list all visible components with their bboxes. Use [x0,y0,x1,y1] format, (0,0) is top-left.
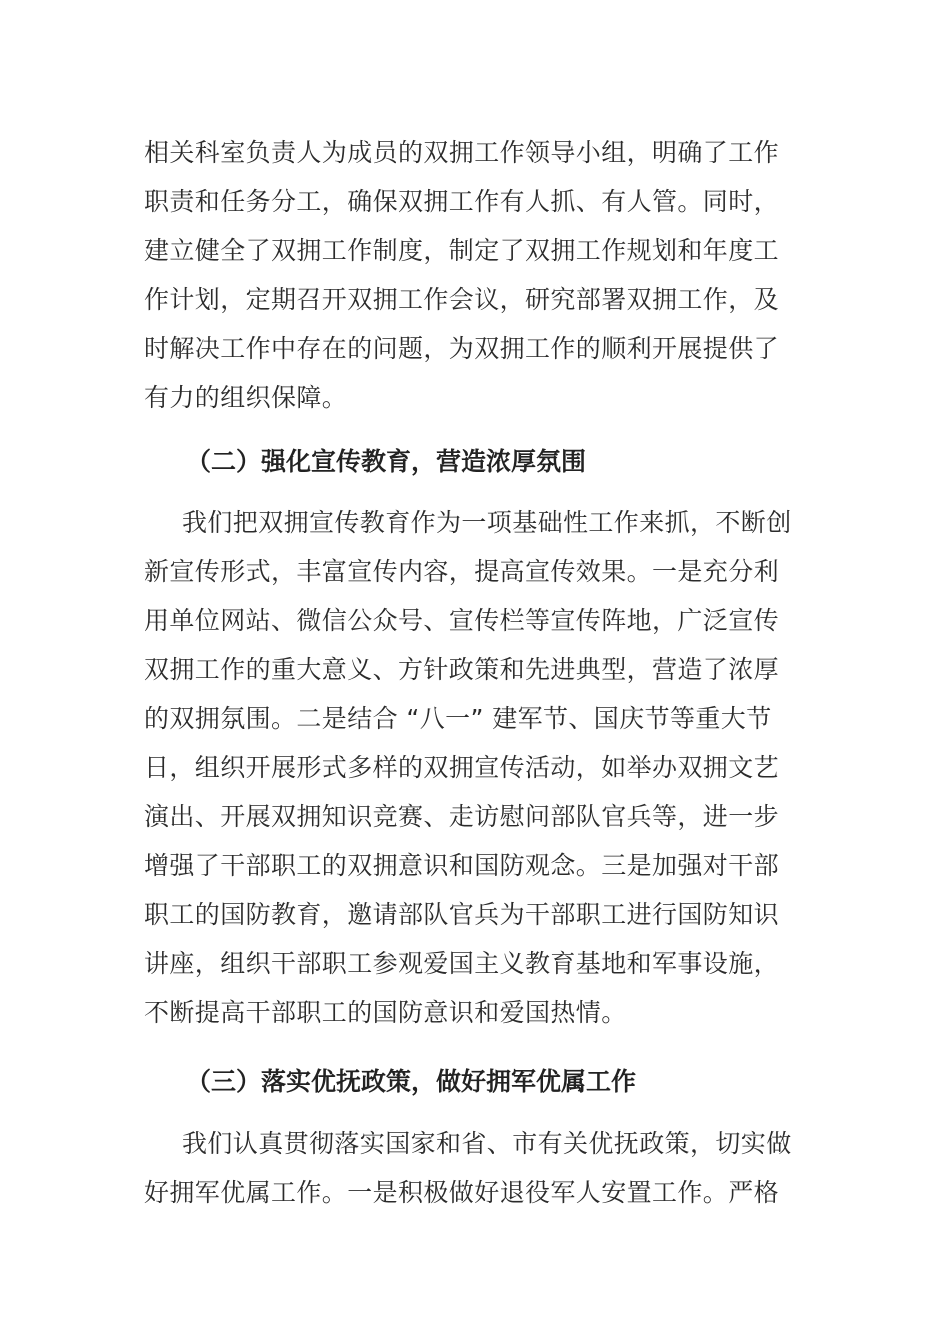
paragraph-line: 相关科室负责人为成员的双拥工作领导小组，明确了工作 [144,138,780,167]
section-heading: （二）强化宣传教育，营造浓厚氛围 [186,447,587,476]
paragraph-line: 我们认真贯彻落实国家和省、市有关优抚政策，切实做 [182,1129,792,1158]
section-heading: （三）落实优抚政策，做好拥军优属工作 [186,1067,637,1096]
paragraph-line: 双拥工作的重大意义、方针政策和先进典型，营造了浓厚 [144,655,780,684]
paragraph-line: 演出、开展双拥知识竞赛、走访慰问部队官兵等，进一步 [144,802,780,831]
paragraph-line: 增强了干部职工的双拥意识和国防观念。三是加强对干部 [144,851,780,880]
paragraph-line: 作计划，定期召开双拥工作会议，研究部署双拥工作，及 [144,285,780,314]
paragraph-line: 新宣传形式，丰富宣传内容，提高宣传效果。一是充分利 [144,557,780,586]
paragraph-line: 职工的国防教育，邀请部队官兵为干部职工进行国防知识 [144,900,780,929]
paragraph-line: 不断提高干部职工的国防意识和爱国热情。 [144,998,627,1027]
paragraph-line: 用单位网站、微信公众号、宣传栏等宣传阵地，广泛宣传 [144,606,780,635]
paragraph-line: 职责和任务分工，确保双拥工作有人抓、有人管。同时， [144,187,780,216]
paragraph-line: 好拥军优属工作。一是积极做好退役军人安置工作。严格 [144,1178,780,1207]
paragraph-line: 建立健全了双拥工作制度，制定了双拥工作规划和年度工 [144,236,780,265]
paragraph-line: 的双拥氛围。二是结合 “八一” 建军节、国庆节等重大节 [144,704,772,733]
paragraph-line: 日，组织开展形式多样的双拥宣传活动，如举办双拥文艺 [144,753,780,782]
paragraph-line: 时解决工作中存在的问题，为双拥工作的顺利开展提供了 [144,334,780,363]
paragraph-line: 有力的组织保障。 [144,383,348,412]
paragraph-line: 我们把双拥宣传教育作为一项基础性工作来抓，不断创 [182,508,792,537]
paragraph-line: 讲座，组织干部职工参观爱国主义教育基地和军事设施， [144,949,780,978]
